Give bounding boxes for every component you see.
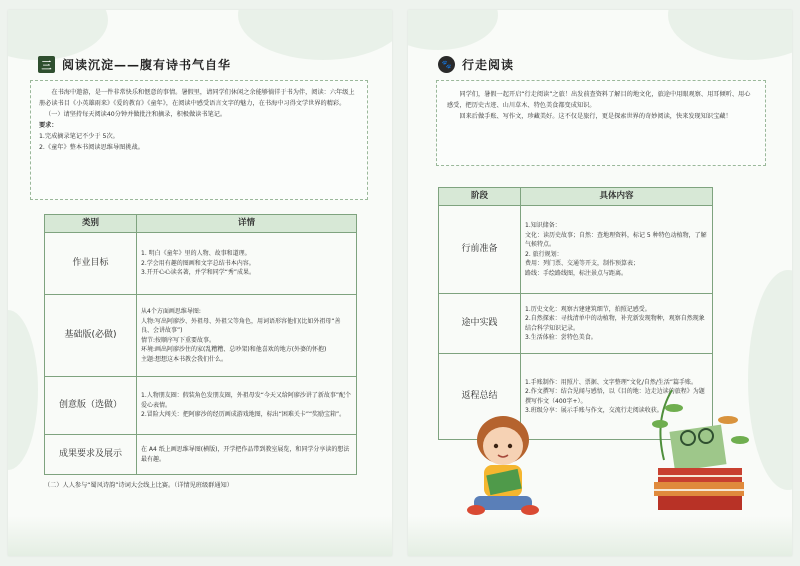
category-cell: 创意版（选做）	[45, 377, 137, 435]
table-header: 详情	[137, 215, 357, 233]
requirement-item: 1.完成摘录笔记不少于 5次。	[39, 133, 119, 140]
detail-cell	[137, 435, 357, 475]
section-badge: 三	[38, 56, 55, 73]
category-cell: 成果要求及展示	[45, 435, 137, 475]
task-one: （一）请坚持每天阅读40分钟并做批注和摘录，积极做读书笔记。	[45, 111, 227, 118]
table-row	[439, 294, 713, 354]
content-line: 1.历史文化：观察古建建筑细节，拍照记感受。	[525, 305, 651, 313]
detail-line: 2.学会用有趣的图画和文字总结书本内容。	[141, 259, 255, 267]
detail-line: 1.人物朋友圈：假装角色发朋友圈，外祖母发“今天又给阿廖沙讲了新故事”配个爱心表情。	[141, 392, 351, 409]
table-row	[45, 233, 357, 295]
content-line: 费用：列门票、交通等开支，制作预算表；	[525, 260, 640, 267]
section-title: 行走阅读	[462, 57, 515, 72]
content-line: 路线：手绘路线图，标注景点与距离。	[525, 269, 628, 277]
requirement-item: 2.《童年》整本书阅读思维导图挑战。	[39, 144, 144, 151]
intro-text: 回来后做手账、写作文，珍藏美好。这不仅是旅行，更是探索世界的奇妙阅读，快来发现知识宝藏！	[459, 113, 732, 120]
content-line: 3.生活体验：尝特色美食。	[525, 334, 597, 341]
category-cell: 作业目标	[45, 233, 137, 295]
content-line: 1.知识储备：	[525, 222, 561, 229]
detail-line: 在 A4 纸上画思维导图(横版)，开学把作品带到教室展览，和同学分享读的想法最有趣。	[141, 446, 350, 463]
intro-text: 同学们，暑假一起开启“行走阅读”之旅！出发前查资料了解目的地文化，旅途中用眼观察、用耳倾听、用心感受，把历史古迹、山川草木、特色美食都变成知识。	[447, 91, 751, 109]
detail-cell	[137, 295, 357, 377]
paw-icon: 🐾	[438, 56, 455, 73]
decorative-leaf	[668, 10, 792, 60]
detail-line: 2.冒险大闯关：把阿廖沙的经历画成游戏地图，标出“困难关卡”“奖励宝箱”。	[141, 411, 346, 419]
detail-line: 环境:画出阿廖沙住的家(乱糟糟、总吵架)和他喜欢的地方(外婆的怀抱)	[141, 346, 327, 353]
detail-cell	[137, 377, 357, 435]
content-line: 3.班级分享：展示手账与作文，交流行走阅读收获。	[525, 407, 663, 414]
decorative-leaf	[8, 10, 108, 60]
content-line: 文化：读历史故事；自然：查地理资料，标记 5 种特色动植物，了解气候特点。	[525, 231, 707, 248]
detail-line: 人物:写出阿廖沙、外祖母、外祖父等角色，用词语形容他们(比如外祖母“善良、会讲故事”)	[141, 317, 341, 334]
detail-line: 3.开开心心读名著，并学和同学“秀”成果。	[141, 269, 255, 277]
footer-band	[408, 516, 792, 556]
detail-line: 从4个方面画思维导图:	[141, 308, 201, 315]
stage-cell: 返程总结	[439, 354, 521, 440]
child-reading-illustration	[458, 410, 548, 520]
table-header: 类别	[45, 215, 137, 233]
decorative-leaf	[238, 10, 392, 60]
table-row	[45, 435, 357, 475]
walking-reading-intro-box	[436, 80, 766, 166]
intro-text: 在书海中遨游，是一件非常快乐和惬意的事情。暑假里，请同学们休闲之余能够徜徉于书为伴，阅读：六年级上册必读书目《小英雄雨来》《爱的教育》《童年》，在阅读中感受语言文字的魅力，在书海中习得文学世界的精彩。	[39, 89, 355, 107]
decorative-leaf	[748, 270, 792, 490]
left-page	[8, 10, 392, 556]
decorative-leaf	[8, 310, 38, 470]
detail-line: 主题:想想这本书教会我们什么。	[141, 355, 228, 363]
task-two: （二）人人参与“蜀风诗韵”诗词大会线上比赛。（详情见班级群通知）	[44, 482, 233, 489]
content-line: 1.手账制作：用照片、票据、文字整理“文化/自然/生活”篇手账。	[525, 378, 697, 386]
detail-cell	[137, 233, 357, 295]
homework-table	[44, 214, 357, 475]
content-line: 2.自然探索：寻找清单中的动植物，补充新发现物种，观察自然现象结合科学知识记录。	[525, 315, 705, 332]
stage-cell: 途中实践	[439, 294, 521, 354]
decorative-leaf	[408, 10, 498, 50]
footer-band	[8, 516, 392, 556]
table-header: 阶段	[439, 188, 521, 206]
table-row	[45, 377, 357, 435]
reading-intro-box	[30, 80, 368, 200]
detail-line: 1. 明白《童年》里的人物、故事和道理。	[141, 250, 251, 258]
table-row	[439, 206, 713, 294]
content-line: 2. 旅行规划：	[525, 250, 563, 258]
requirement-label: 要求：	[39, 122, 58, 129]
right-page	[408, 10, 792, 556]
content-line: 2.作文撰写：结合见闻与感悟，以《目的地：边走边读的旅程》为题撰写作文（400字+）。	[525, 388, 705, 405]
section-title: 阅读沉淀——腹有诗书气自华	[62, 57, 232, 72]
stage-cell: 行前准备	[439, 206, 521, 294]
content-cell	[521, 294, 713, 354]
section-header	[438, 54, 514, 74]
books-plant-illustration	[644, 380, 752, 520]
category-cell: 基础版(必做)	[45, 295, 137, 377]
detail-line: 情节:按顺序写下重要故事。	[141, 336, 216, 344]
table-row	[45, 295, 357, 377]
content-cell	[521, 206, 713, 294]
table-header: 具体内容	[521, 188, 713, 206]
section-header	[38, 54, 231, 74]
